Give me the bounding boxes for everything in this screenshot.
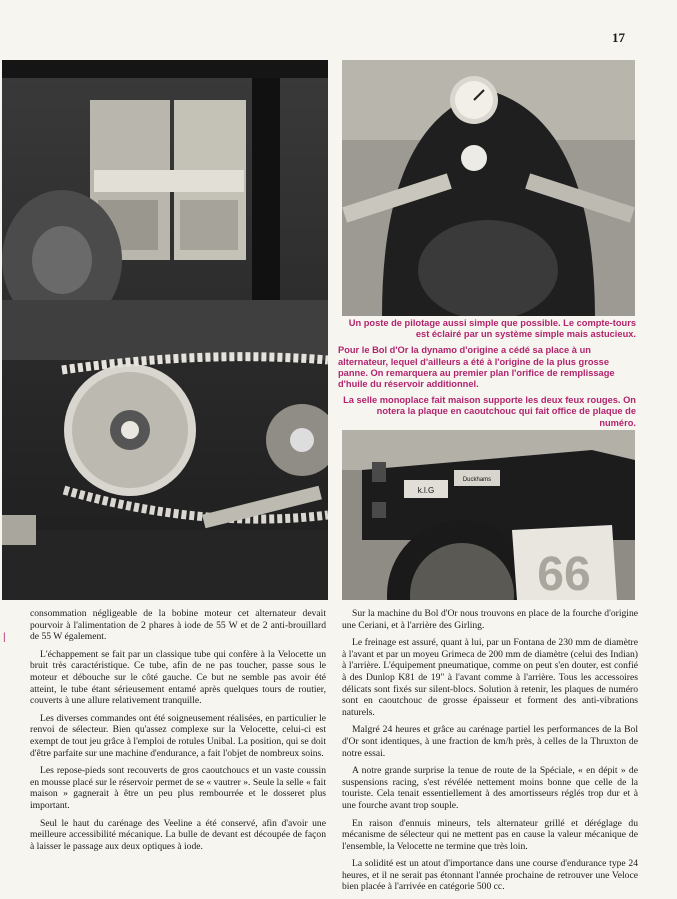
paragraph: A notre grande surprise la tenue de route de la Spéciale, « en dépit » de suspensions racing, s'est révélée nettement moins bonne que celle de la touriste. Cela tenait essentiellement à des amortisseurs réglés trop dur et à une fourche avant trop souple. — [342, 765, 638, 811]
paragraph: La solidité est un atout d'importance dans une course d'endurance type 24 heures, et il ne serait pas étonnant l'année prochaine de retrouver une Veloce bien placée à l'arrivée en catégorie 500 cc. — [342, 858, 638, 893]
paragraph: consommation négligeable de la bobine moteur cet alternateur devait pourvoir à l'alimentation de 2 phares à iode de 55 W et de 2 anti-brouillard de 55 W également. — [30, 608, 326, 643]
margin-mark: | — [3, 632, 6, 643]
article-column-left — [30, 608, 326, 858]
article-column-right — [342, 608, 638, 899]
engine-photo — [2, 60, 328, 600]
caption-dynamo: Pour le Bol d'Or la dynamo d'origine a cédé sa place à un alternateur, lequel d'ailleurs a été à l'origine de la plus grosse panne. On remarquera au premier plan l'orifice de remplissage d'huile du réservoir additionnel. — [338, 345, 615, 390]
paragraph: L'échappement se fait par un classique tube qui confère à la Velocette un bruit très caractéristique. Ce tube, afin de ne pas toucher, passe sous le moteur et débouche sur le côté gauche. Ce but ne semble pas avoir été atteint, le tube étant sérieusement entamé après quelques tours de routier, couverts à une allure relativement tranquille. — [30, 648, 326, 707]
klg-sticker: k.l.G — [417, 486, 435, 495]
caption-seat: La selle monoplace fait maison supporte les deux feux rouges. On notera la plaque en caoutchouc qui fait office de plaque de numéro. — [343, 395, 636, 428]
paragraph: En raison d'ennuis mineurs, tels alternateur grillé et déréglage du mécanisme de sélecteur qui ne mettent pas en cause la valeur mécanique de l'ensemble, la Velocette ne termine que très loin. — [342, 817, 638, 852]
paragraph: Les diverses commandes ont été soigneusement réalisées, en particulier le renvoi de sélecteur. Bien qu'assez complexe sur la Velocette, celui-ci est exempt de tout jeu grâce à l'emploi de rotules Unibal. La position, qui se doit d'être parfaite sur une machine d'endurance, a fait l'objet de nombreux soins. — [30, 712, 326, 759]
paragraph: Seul le haut du carénage des Veeline a été conservé, afin d'avoir une meilleure accessibilité mécanique. La bulle de devant est découpée de façon à laisser le passage aux deux optiques à iode. — [30, 817, 326, 852]
paragraph: Sur la machine du Bol d'Or nous trouvons en place de la fourche d'origine une Ceriani, et à l'arrière des Girling. — [342, 608, 638, 631]
seat-photo — [342, 430, 635, 600]
race-number: 66 — [537, 548, 591, 600]
caption-cockpit: Un poste de pilotage aussi simple que possible. Le compte-tours est éclairé par un système simple mais astucieux. — [348, 318, 636, 340]
cockpit-photo — [342, 60, 635, 316]
paragraph: Les repose-pieds sont recouverts de gros caoutchoucs et un vaste coussin en mousse placé sur le réservoir permet de se « vautrer ». Seule la selle « fait maison » gagnerait à être un peu plus rembourrée et le dosseret plus important. — [30, 765, 326, 811]
paragraph: Le freinage est assuré, quant à lui, par un Fontana de 230 mm de diamètre à l'avant et par un moyeu Grimeca de 200 mm de diamètre (celui des Indian) à l'arrière. L'équipement pneumatique, comme on peut s'en douter, est confié à des Dunlop K81 de 19" à l'avant comme à l'arrière. Tous les accessoires délicats sont fixés sur silent-blocs. Solution à retenir, les plaques de numéro sont en caoutchouc de grosse épaisseur et forment des anti-vibrations naturels. — [342, 637, 638, 718]
page-number: 17 — [612, 30, 625, 45]
duckhams-sticker: Duckhams — [462, 477, 492, 483]
paragraph: Malgré 24 heures et grâce au carénage partiel les performances de la Bol d'Or sont identiques, à une fraction de km/h près, à celles de la Thruxton de notre essai. — [342, 724, 638, 759]
caption-block — [338, 318, 636, 434]
